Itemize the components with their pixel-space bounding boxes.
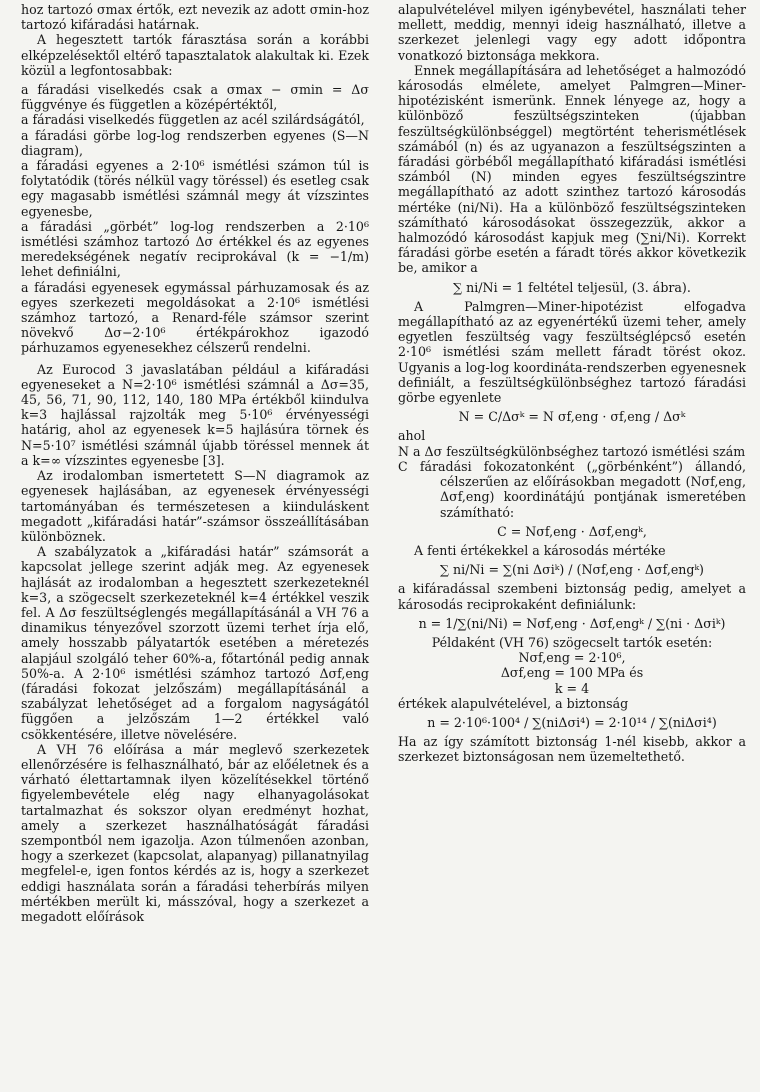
- paragraph: Ha az így számított biztonság 1-nél kisebb, akkor a szerkezet biztonságosan nem üzemeltethető.: [398, 734, 746, 765]
- list-item: a fáradási viselkedés független az acél szilárdságától,: [21, 112, 365, 128]
- paragraph: Az Eurocod 3 javaslatában például a kifáradási egyeneseket a N=2·10⁶ ismétlési számnál a Δσ=35, 45, 56, 71, 90, 112, 140, 180 MPa értékből kiindulva k=3 hajlással rajzolták meg 5·10⁶ érvényességi határig, ahol az egyenesek k=5 hajlásúra törnek és N=5·10⁷ ismétlési számnál újabb töréssel mennek át a k=∞ vízszintes egyenesbe [3].: [21, 361, 369, 468]
- paragraph: hoz tartozó σmax értők, ezt nevezik az adott σmin-hoz tartozó kifáradási határnak.: [21, 2, 369, 33]
- paragraph: ahol: [398, 428, 426, 444]
- paragraph: A szabályzatok a „kifáradási határ” számsorát a kapcsolat jellege szerint adják meg. Az egyenesek hajlását az irodalomban a hegesztett szerkezeteknél k=3, a szögecselt szerkezeteknél k=4 értékkel veszik fel. A Δσ feszültséglengés megállapításánál a VH 76 a dinamikus tényezővel szorzott üzemi terhet írja elő, amely hosszabb pályatartók esetében a méretezés alapjául szolgáló teher 60%-a, főtartónál pedig annak 50%-a. A 2·10⁶ ismétlési számhoz tartozó Δσf,eng (fáradási fokozat jelzőszám) megállapításánál a szabályzat lehetőséget ad a forgalom nagyságától függően a jelzőszám 1—2 értékkel való csökkentésére, illetve növelésére.: [21, 544, 369, 742]
- formula-C: C = Nσf,eng · Δσf,engᵏ,: [497, 523, 647, 539]
- right-column: [398, 2, 746, 765]
- formula-safety-example: n = 2·10⁶·100⁴ / ∑(niΔσi⁴) = 2·10¹⁴ / ∑(niΔσi⁴): [427, 714, 717, 730]
- paragraph: a kifáradással szembeni biztonság pedig, amelyet a károsodás reciprokaként definiálunk:: [398, 581, 746, 612]
- paragraph: alapulvételével milyen igénybevétel, használati teher mellett, meddig, mennyi ideig használható, illetve a szerkezet jelenlegi vagy egy adott időpontra vonatkozó biztonsága mekkora.: [398, 2, 746, 63]
- paragraph: Az irodalomban ismertetett S—N diagramok az egyenesek hajlásában, az egyenesek érvényességi tartományában és természetesen a kiinduláskent megadott „kifáradási határ”-számsor összeállításában különböznek.: [21, 468, 369, 544]
- formula-safety: n = 1/∑(ni/Ni) = Nσf,eng · Δσf,engᵏ / ∑(ni · Δσiᵏ): [418, 615, 726, 631]
- paragraph: A VH 76 előírása a már meglevő szerkezetek ellenőrzésére is felhasználható, bár az előéletnek és a várható élettartamnak ilyen közelítésekkel történő figyelembevétele elég nagy elhanyagolásokat tartalmazhat és sokszor olyan eredményt hozhat, amely a szerkezet használhatóságát fáradási szempontból nem igazolja. Azon túlmenően azonban, hogy a szerkezet (kapcsolat, alapanyag) pillanatnyilag megfelel-e, igen fontos kérdés az is, hogy a szerkezet eddigi használata során a fáradási teherbírás milyen mértékben merült ki, másszóval, hogy a szerkezet a megadott előírások: [21, 741, 369, 924]
- paragraph: értékek alapulvételével, a biztonság: [398, 695, 629, 711]
- paragraph: Ennek megállapítására ad lehetőséget a halmozódó károsodás elmélete, amelyet Palmgren—Miner-hipotézisként ismerünk. Ennek lényege az, hogy a különböző feszültségszinteken (újabban feszültségkülönbséggel) megtörtént teherismétlések számából (n) és az ugyanazon a feszültségszinten a fáradási görbéből megállapítható kifáradási ismétlési számból (N) minden egyes feszültségszintre megállapítható az adott szinthez tartozó károsodás mértéke (ni/Ni). Ha a különböző feszültségszinteken számítható károsodásokat összegezzük, akkor a halmozódó károsodást kapjuk meg (∑ni/Ni). Korrekt fáradási görbe esetén a fáradt törés akkor következik be, amikor a: [398, 62, 746, 276]
- paragraph: A Palmgren—Miner-hipotézist elfogadva megállapítható az az egyenértékű üzemi teher, amely egyetlen feszültség vagy feszültséglépcső esetén 2·10⁶ ismétlési szám mellett fáradt törést okoz. Ugyanis a log-log koordináta-rendszerben egyenesnek definiált, a feszültségkülönbséghez tartozó fáradási görbe egyenlete: [398, 298, 746, 406]
- formula-miner-sum: ∑ ni/Ni = 1 feltétel teljesül, (3. ábra).: [453, 279, 691, 295]
- list-item: a fáradási „görbét” log-log rendszerben a 2·10⁶ ismétlési számhoz tartozó Δσ értékkel és az egyenes meredekségének negatív reciprokával (k = −1/m) lehet definiálni,: [21, 218, 369, 280]
- list-item: a fáradási viselkedés csak a σmax − σmin = Δσ függvénye és független a középértéktől,: [21, 82, 369, 113]
- left-column: [21, 2, 369, 924]
- definition-N: N a Δσ feszültségkülönbséghez tartozó ismétlési szám: [398, 443, 746, 459]
- value-line: Δσf,eng = 100 MPa és: [500, 665, 644, 681]
- definition-C: C fáradási fokozatonként („görbénként”) állandó, célszerűen az előírásokban megadott (Nσf,eng, Δσf,eng) koordinátájú pontjának ismeretében számítható:: [398, 458, 746, 520]
- formula-damage: ∑ ni/Ni = ∑(ni Δσiᵏ) / (Nσf,eng · Δσf,engᵏ): [440, 562, 704, 578]
- value-line: k = 4: [554, 680, 590, 696]
- list-item: a fáradási egyenes a 2·10⁶ ismétlési számon túl is folytatódik (törés nélkül vagy töréssel) és esetleg csak egy magasabb ismétlési számnál megy át vízszintes egyenesbe,: [21, 158, 369, 219]
- value-line: Nσf,eng = 2·10⁶,: [518, 650, 626, 666]
- list-item: a fáradási görbe log-log rendszerben egyenes (S—N diagram),: [21, 127, 369, 158]
- paragraph: Példaként (VH 76) szögecselt tartók esetén:: [431, 634, 713, 650]
- list-item: a fáradási egyenesek egymással párhuzamosak és az egyes szerkezeti megoldásokat a 2·10⁶ ismétlési számhoz tartozó, a Renard-féle számsor szerint növekvő Δσ−2·10⁶ értékpárokhoz igazodó párhuzamos egyenesekhez célszerű rendelni.: [21, 279, 369, 356]
- formula-fatigue-curve: N = C/Δσᵏ = N σf,eng · σf,eng / Δσᵏ: [458, 409, 686, 425]
- paragraph: A fenti értékekkel a károsodás mértéke: [414, 542, 666, 558]
- paragraph: A hegesztett tartók fárasztása során a korábbi elképzelésektől eltérő tapasztalatok alakultak ki. Ezek közül a legfontosabbak:: [21, 32, 369, 78]
